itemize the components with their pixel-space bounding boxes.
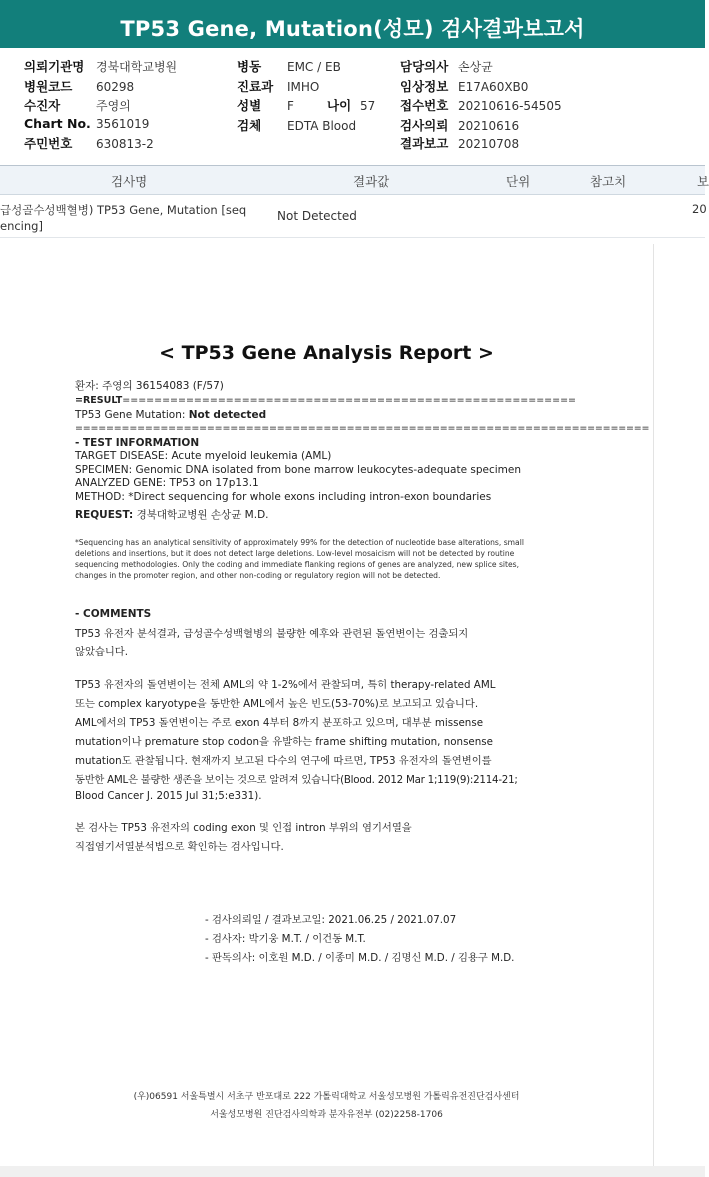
info-label: 주민번호	[24, 136, 73, 151]
info-specimen	[237, 116, 356, 134]
comment-line: Blood Cancer J. 2015 Jul 31;5:e331).	[75, 790, 262, 802]
mutation-value: Not detected	[188, 409, 267, 421]
cell-test-name-line1: 급성골수성백혈병) TP53 Gene, Mutation [seq	[0, 203, 247, 217]
info-value: 경북대학교병원	[96, 60, 178, 74]
footnote-line: sequencing methodologies. Only the coding and immediate flanking regions of genes are analyzed, new splice sites,	[75, 560, 520, 569]
info-department	[237, 77, 319, 95]
column-header-truncated: 보	[697, 174, 709, 189]
report-mutation-line	[75, 409, 266, 421]
comment-line: mutation이나 premature stop codon을 유발하는 frame shifting mutation, nonsense	[75, 736, 493, 748]
info-label: 수진자	[24, 98, 61, 113]
info-patient-name	[24, 96, 131, 114]
comment-line: 본 검사는 TP53 유전자의 coding exon 및 인접 intron 부위의 염기서열을	[75, 822, 412, 834]
info-label: Chart No.	[24, 116, 91, 131]
info-value: EDTA Blood	[287, 119, 357, 133]
info-label: 진료과	[237, 79, 274, 94]
mutation-label: TP53 Gene Mutation:	[75, 409, 189, 421]
info-value: 20210708	[458, 137, 520, 151]
row-divider	[0, 237, 705, 238]
info-attending-physician	[400, 57, 493, 75]
cell-truncated: 20	[692, 202, 707, 216]
info-value: E17A60XB0	[458, 80, 529, 94]
info-value: 3561019	[96, 117, 150, 131]
comment-line: 않았습니다.	[75, 646, 129, 658]
info-label: 검체	[237, 118, 262, 133]
info-label: 임상정보	[400, 79, 449, 94]
footnote-line: changes in the promoter region, and other non-coding or regulatory region will not be detected.	[75, 571, 441, 580]
info-receipt-number	[400, 96, 562, 114]
column-header-reference: 참고치	[590, 174, 627, 189]
analyzed-gene: ANALYZED GENE: TP53 on 17p13.1	[75, 477, 259, 489]
target-disease: TARGET DISEASE: Acute myeloid leukemia (AML)	[75, 450, 332, 462]
info-label: 의뢰기관명	[24, 59, 85, 74]
info-value: EMC / EB	[287, 60, 341, 74]
comment-line: TP53 유전자 분석결과, 급성골수성백혈병의 불량한 예후와 관련된 돌연변이는 검출되지	[75, 628, 469, 640]
info-value: 손상균	[458, 60, 493, 74]
info-value: 20210616-54505	[458, 99, 562, 113]
comment-line: 또는 complex karyotype을 동반한 AML에서 높은 빈도(53-70%)로 보고되고 있습니다.	[75, 698, 479, 710]
info-label: 접수번호	[400, 98, 449, 113]
info-chart-no	[24, 116, 149, 131]
info-value: 57	[360, 99, 376, 113]
request-label: REQUEST:	[75, 509, 134, 521]
result-rule: =========================================================	[122, 395, 577, 406]
info-value: IMHO	[287, 80, 320, 94]
info-label: 병원코드	[24, 79, 73, 94]
info-clinical-info	[400, 77, 528, 95]
report-title-bar	[0, 0, 705, 48]
info-ward	[237, 57, 341, 75]
test-info-heading: - TEST INFORMATION	[75, 437, 200, 449]
footer-department: 서울성모병원 진단검사의학과 분자유전부 (02)2258-1706	[210, 1110, 443, 1120]
info-referring-institution	[24, 57, 177, 75]
info-value: 20210616	[458, 119, 520, 133]
double-rule: ==========================================================================	[75, 423, 650, 434]
cell-test-name-line2: encing]	[0, 219, 43, 233]
info-label: 검사의뢰	[400, 118, 449, 133]
comment-line: TP53 유전자의 돌연변이는 전체 AML의 약 1-2%에서 관찰되며, 특히 therapy-related AML	[75, 679, 496, 691]
comments-heading: - COMMENTS	[75, 608, 152, 620]
column-header-result: 결과값	[353, 174, 390, 189]
method: METHOD: *Direct sequencing for whole exons including intron-exon boundaries	[75, 491, 492, 503]
column-header-test-name: 검사명	[111, 174, 148, 189]
info-age	[327, 96, 375, 114]
info-hospital-code	[24, 77, 134, 95]
info-report-date	[400, 134, 519, 152]
info-value: F	[287, 99, 294, 113]
info-label: 담당의사	[400, 59, 449, 74]
info-request-date	[400, 116, 519, 134]
info-label: 결과보고	[400, 136, 449, 151]
report-title: < TP53 Gene Analysis Report >	[159, 342, 494, 364]
footnote-line: *Sequencing has an analytical sensitivity of approximately 99% for the detection of nucleotide base alterations, small	[75, 538, 524, 547]
info-sex	[237, 96, 294, 114]
request-value: 경북대학교병원 손상균 M.D.	[136, 509, 269, 521]
result-table-header	[0, 165, 709, 195]
result-prefix: =RESULT	[75, 395, 123, 406]
info-label: 병동	[237, 59, 262, 74]
info-resident-number	[24, 134, 154, 152]
info-label: 나이	[327, 98, 352, 113]
report-patient-line: 환자: 주영의 36154083 (F/57)	[75, 380, 224, 392]
report-document	[0, 244, 654, 1166]
signature-line: - 검사의뢰일 / 결과보고일: 2021.06.25 / 2021.07.07	[205, 914, 457, 926]
signature-line: - 판독의사: 이호원 M.D. / 이종미 M.D. / 김명신 M.D. / 김용구 M.D.	[205, 952, 515, 964]
comment-line: 동반한 AML은 불량한 생존을 보이는 것으로 알려져 있습니다(Blood. 2012 Mar 1;119(9):2114-21;	[75, 774, 518, 786]
comment-line: 직접염기서열분석법으로 확인하는 검사입니다.	[75, 841, 284, 853]
bottom-strip	[0, 1166, 705, 1177]
column-header-unit: 단위	[506, 174, 531, 189]
footer-address: (우)06591 서울특별시 서초구 반포대로 222 가톨릭대학교 서울성모병원 가톨릭유전진단검사센터	[133, 1092, 520, 1102]
comment-line: AML에서의 TP53 돌연변이는 주로 exon 4부터 8까지 분포하고 있으며, 대부분 missense	[75, 717, 484, 729]
signature-line: - 검사자: 박기웅 M.T. / 이건동 M.T.	[205, 933, 366, 945]
report-result-line	[75, 395, 576, 406]
footnote-line: deletions and insertions, but it does not detect large deletions. Low-level mosaicism will not be detected by routine	[75, 549, 515, 558]
info-value: 630813-2	[96, 137, 154, 151]
cell-result: Not Detected	[277, 209, 357, 223]
info-value: 주영의	[96, 99, 131, 113]
info-label: 성별	[237, 98, 262, 113]
request-line	[75, 507, 269, 522]
specimen: SPECIMEN: Genomic DNA isolated from bone marrow leukocytes-adequate specimen	[75, 464, 522, 476]
comment-line: mutation도 관찰됩니다. 현재까지 보고된 다수의 연구에 따르면, TP53 유전자의 돌연변이를	[75, 755, 492, 767]
info-value: 60298	[96, 80, 135, 94]
page-title: TP53 Gene, Mutation(성모) 검사결과보고서	[120, 17, 585, 41]
